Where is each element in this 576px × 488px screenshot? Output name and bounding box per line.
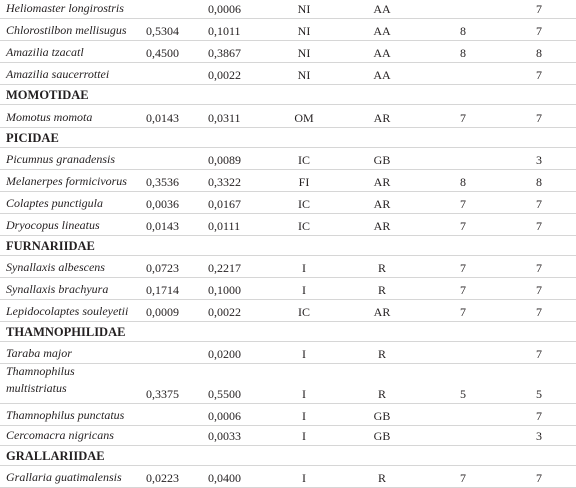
value-a: 0,3536 — [146, 175, 179, 189]
habitat-code: GB — [373, 429, 391, 443]
habitat-code: R — [377, 471, 386, 485]
species-name: Grallaria guatimalensis — [6, 470, 122, 484]
value-a: 0,0009 — [146, 305, 179, 319]
count-b: 7 — [536, 68, 542, 82]
value-a: 0,4500 — [146, 46, 179, 60]
count-a: 7 — [460, 305, 466, 319]
family-header-row — [0, 128, 576, 148]
habitat-code: AR — [373, 219, 391, 233]
family-header-row — [0, 322, 576, 342]
count-b: 3 — [536, 153, 542, 167]
species-row — [0, 466, 576, 488]
species-name: Cercomacra nigricans — [6, 428, 114, 442]
habitat-code: AR — [373, 175, 391, 189]
value-b: 0,1011 — [208, 24, 241, 38]
value-b: 0,0311 — [208, 111, 241, 125]
trophic-guild: I — [302, 387, 306, 401]
trophic-guild: I — [302, 261, 306, 275]
count-b: 8 — [536, 175, 542, 189]
trophic-guild: I — [302, 347, 306, 361]
family-name: THAMNOPHILIDAE — [6, 325, 126, 339]
count-b: 7 — [536, 24, 542, 38]
species-name-line: Thamnophilus — [6, 364, 75, 378]
family-name: FURNARIIDAE — [6, 239, 95, 253]
count-b: 7 — [536, 283, 542, 297]
species-row — [0, 148, 576, 170]
habitat-code: AA — [373, 2, 391, 16]
value-b: 0,3322 — [208, 175, 241, 189]
species-row — [0, 342, 576, 364]
count-a: 7 — [460, 471, 466, 485]
trophic-guild: I — [302, 429, 306, 443]
trophic-guild: I — [302, 409, 306, 423]
family-header-row — [0, 446, 576, 466]
species-row — [0, 300, 576, 322]
family-name: MOMOTIDAE — [6, 88, 89, 102]
count-b: 7 — [536, 219, 542, 233]
trophic-guild: IC — [298, 219, 310, 233]
value-b: 0,0167 — [208, 197, 241, 211]
value-b: 0,0033 — [208, 429, 241, 443]
value-b: 0,0089 — [208, 153, 241, 167]
species-row — [0, 256, 576, 278]
trophic-guild: OM — [294, 111, 314, 125]
value-b: 0,0200 — [208, 347, 241, 361]
species-row — [0, 278, 576, 300]
species-name: Heliomaster longirostris — [6, 1, 124, 15]
species-name: Melanerpes formicivorus — [6, 174, 127, 188]
habitat-code: AR — [373, 111, 391, 125]
value-a: 0,0036 — [146, 197, 179, 211]
value-b: 0,0006 — [208, 2, 241, 16]
value-b: 0,0006 — [208, 409, 241, 423]
family-header-row — [0, 236, 576, 256]
habitat-code: AA — [373, 68, 391, 82]
habitat-code: AR — [373, 305, 391, 319]
value-b: 0,0400 — [208, 471, 241, 485]
count-b: 8 — [536, 46, 542, 60]
count-b: 7 — [536, 409, 542, 423]
habitat-code: R — [377, 387, 386, 401]
count-b: 7 — [536, 111, 542, 125]
count-b: 7 — [536, 347, 542, 361]
value-a: 0,0223 — [146, 471, 179, 485]
habitat-code: AA — [373, 24, 391, 38]
value-a: 0,1714 — [146, 283, 179, 297]
count-b: 7 — [536, 2, 542, 16]
species-name: Chlorostilbon mellisugus — [6, 23, 127, 37]
count-a: 8 — [460, 46, 466, 60]
family-name: PICIDAE — [6, 131, 59, 145]
count-b: 7 — [536, 471, 542, 485]
habitat-code: AA — [373, 46, 391, 60]
trophic-guild: NI — [297, 46, 311, 60]
count-b: 7 — [536, 305, 542, 319]
value-b: 0,0111 — [208, 219, 241, 233]
value-b: 0,5500 — [208, 387, 241, 401]
value-a: 0,0143 — [146, 219, 179, 233]
value-b: 0,3867 — [208, 46, 241, 60]
count-b: 5 — [536, 387, 542, 401]
value-a: 0,0143 — [146, 111, 179, 125]
trophic-guild: NI — [297, 24, 311, 38]
species-name: Momotus momota — [6, 110, 93, 124]
species-row — [0, 192, 576, 214]
species-row — [0, 170, 576, 192]
count-a: 7 — [460, 219, 466, 233]
count-a: 7 — [460, 197, 466, 211]
count-a: 5 — [460, 387, 466, 401]
value-b: 0,0022 — [208, 68, 241, 82]
count-a: 8 — [460, 175, 466, 189]
species-row — [0, 404, 576, 426]
species-row — [0, 364, 576, 404]
count-b: 3 — [536, 429, 542, 443]
trophic-guild: IC — [298, 305, 310, 319]
trophic-guild: NI — [297, 68, 311, 82]
species-name: Synallaxis brachyura — [6, 282, 109, 296]
species-row — [0, 41, 576, 63]
species-name: Picumnus granadensis — [6, 152, 115, 166]
trophic-guild: IC — [298, 197, 310, 211]
species-name: Colaptes punctigula — [6, 196, 103, 210]
habitat-code: R — [377, 283, 386, 297]
species-row — [0, 214, 576, 236]
trophic-guild: FI — [298, 175, 310, 189]
species-name: Lepidocolaptes souleyetii — [6, 304, 129, 318]
count-a: 7 — [460, 283, 466, 297]
trophic-guild: IC — [298, 153, 310, 167]
species-name: Amazilia tzacatl — [6, 45, 84, 59]
value-b: 0,1000 — [208, 283, 241, 297]
habitat-code: R — [377, 261, 386, 275]
species-name: Dryocopus lineatus — [6, 218, 100, 232]
habitat-code: AR — [373, 197, 391, 211]
species-name: Thamnophilus punctatus — [6, 408, 125, 422]
count-b: 7 — [536, 261, 542, 275]
value-b: 0,0022 — [208, 305, 241, 319]
value-b: 0,2217 — [208, 261, 241, 275]
family-name: GRALLARIIDAE — [6, 449, 105, 463]
species-row — [0, 105, 576, 128]
trophic-guild: I — [302, 471, 306, 485]
trophic-guild: I — [302, 283, 306, 297]
species-name — [6, 364, 75, 395]
habitat-code: R — [377, 347, 386, 361]
species-name-line: multistriatus — [6, 381, 67, 395]
count-a: 8 — [460, 24, 466, 38]
trophic-guild: NI — [297, 2, 311, 16]
species-name: Synallaxis albescens — [6, 260, 105, 274]
value-a: 0,5304 — [146, 24, 179, 38]
value-a: 0,0723 — [146, 261, 179, 275]
count-b: 7 — [536, 197, 542, 211]
habitat-code: GB — [373, 409, 391, 423]
species-name: Taraba major — [6, 346, 72, 360]
species-row — [0, 426, 576, 446]
species-row — [0, 0, 576, 19]
species-name: Amazilia saucerrottei — [6, 67, 110, 81]
family-header-row — [0, 85, 576, 105]
count-a: 7 — [460, 111, 466, 125]
value-a: 0,3375 — [146, 387, 179, 401]
habitat-code: GB — [373, 153, 391, 167]
count-a: 7 — [460, 261, 466, 275]
species-row — [0, 63, 576, 85]
species-row — [0, 19, 576, 41]
